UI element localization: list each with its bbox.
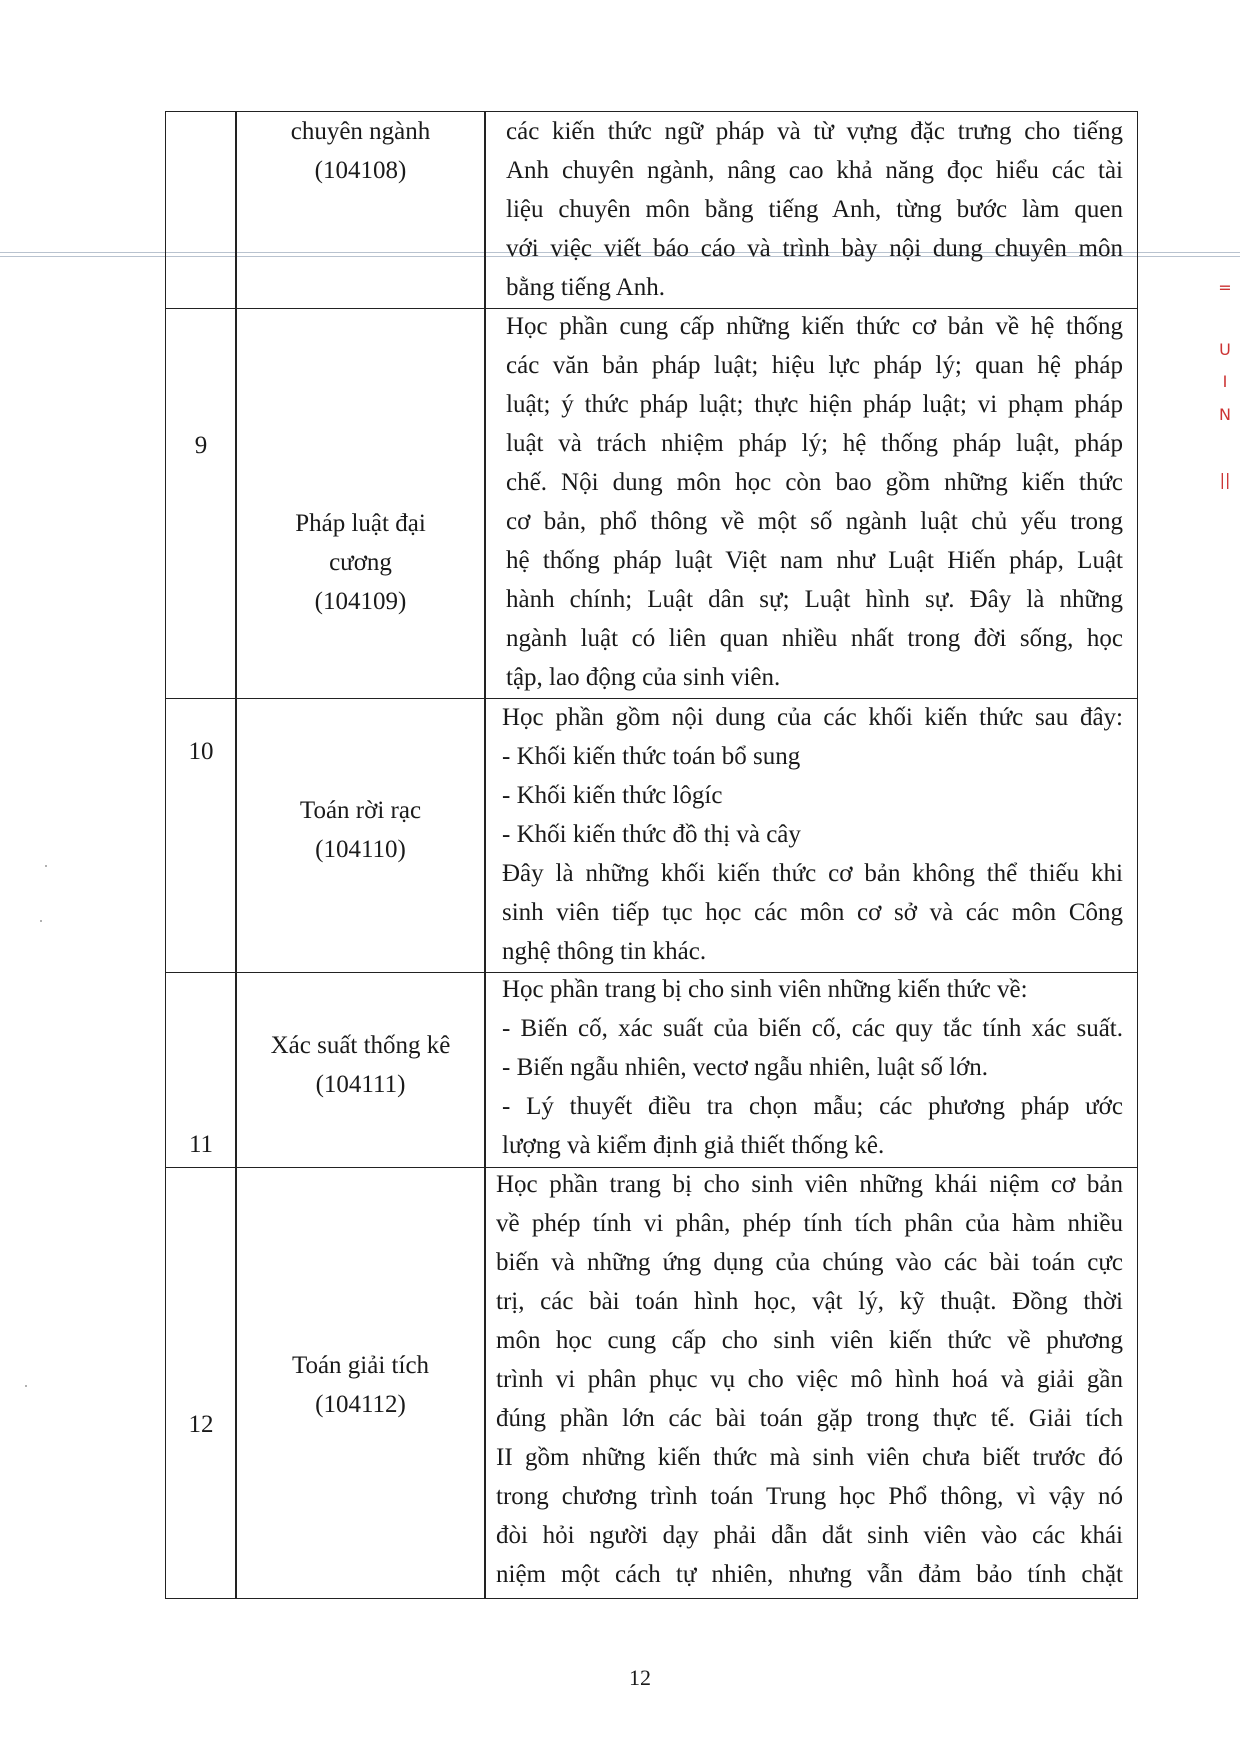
table-row: [166, 308, 1137, 699]
course-description: [506, 307, 1123, 697]
desc-line: - Lý thuyết điều tra chọn mẫu; các phương pháp ước: [502, 1093, 1123, 1120]
course-name-line: cương: [329, 549, 392, 576]
desc-line: đòi hỏi người dạy phải dẫn dắt sinh viên vào các khái: [496, 1522, 1123, 1549]
desc-line: Đây là những khối kiến thức cơ bản không thể thiếu khi: [502, 860, 1123, 887]
desc-line: với việc viết báo cáo và trình bày nội dung chuyên môn: [506, 235, 1123, 262]
desc-line: Học phần cung cấp những kiến thức cơ bản về hệ thống: [506, 313, 1123, 340]
table-row: [166, 972, 1137, 1168]
desc-line: luật; ý thức pháp luật; thực hiện pháp luật; vi phạm pháp: [506, 391, 1123, 418]
course-name: [237, 1346, 484, 1424]
desc-line: bằng tiếng Anh.: [506, 274, 666, 301]
desc-line: môn học cung cấp cho sinh viên kiến thức về phương: [496, 1327, 1123, 1354]
course-description: [496, 1165, 1123, 1594]
margin-mark: I: [1222, 372, 1228, 391]
row-number: 10: [188, 738, 214, 765]
row-number: 12: [188, 1411, 214, 1438]
desc-line: các văn bản pháp luật; hiệu lực pháp lý; quan hệ pháp: [506, 352, 1123, 379]
margin-mark: U: [1219, 340, 1231, 359]
margin-mark: =: [1218, 278, 1232, 297]
desc-line: sinh viên tiếp tục học các môn cơ sở và các môn Công: [502, 899, 1123, 926]
course-name-line: chuyên ngành: [290, 118, 431, 145]
speck: [45, 865, 47, 867]
course-code: (104108): [314, 157, 407, 184]
course-name: [237, 112, 484, 190]
desc-line: luật và trách nhiệm pháp lý; hệ thống pháp luật, pháp: [506, 430, 1123, 457]
desc-line: Học phần gồm nội dung của các khối kiến thức sau đây:: [502, 704, 1123, 731]
desc-line: về phép tính vi phân, phép tính tích phân của hàm nhiều: [496, 1210, 1123, 1237]
margin-mark: ||: [1219, 470, 1231, 489]
desc-line: đúng phần lớn các bài toán gặp trong thực tế. Giải tích: [496, 1405, 1123, 1432]
desc-line: cơ bản, phổ thông về một số ngành luật chủ yếu trong: [506, 508, 1123, 535]
page-number: 12: [629, 1665, 651, 1690]
desc-line: hành chính; Luật dân sự; Luật hình sự. Đây là những: [506, 586, 1123, 613]
course-name-line: Toán rời rạc: [299, 797, 422, 824]
desc-line: Học phần trang bị cho sinh viên những kiến thức về:: [502, 976, 1028, 1003]
desc-line: biến và những ứng dụng của chúng vào các bài toán cực: [496, 1249, 1123, 1276]
desc-line: tập, lao động của sinh viên.: [506, 664, 781, 691]
course-description: [502, 698, 1123, 971]
table-row: [166, 1167, 1137, 1599]
speck: [40, 920, 42, 922]
desc-line: - Khối kiến thức đồ thị và cây: [502, 821, 801, 848]
desc-line: Học phần trang bị cho sinh viên những khái niệm cơ bản: [496, 1171, 1123, 1198]
desc-line: niệm một cách tự nhiên, nhưng vẫn đảm bảo tính chặt: [496, 1561, 1123, 1588]
course-name-line: Pháp luật đại: [295, 510, 426, 537]
course-code: (104109): [314, 588, 407, 615]
row-number: 11: [188, 1131, 214, 1158]
desc-line: ngành luật có liên quan nhiều nhất trong đời sống, học: [506, 625, 1123, 652]
desc-line: - Khối kiến thức lôgíc: [502, 782, 723, 809]
desc-line: - Biến ngẫu nhiên, vectơ ngẫu nhiên, luật số lớn.: [502, 1054, 989, 1081]
course-name-line: Xác suất thống kê: [270, 1032, 451, 1059]
course-name-line: Toán giải tích: [291, 1352, 430, 1379]
desc-line: trong chương trình toán Trung học Phổ thông, vì vậy nó: [496, 1483, 1123, 1510]
course-code: (104110): [315, 836, 406, 863]
desc-line: nghệ thông tin khác.: [502, 938, 707, 965]
desc-line: hệ thống pháp luật Việt nam như Luật Hiến pháp, Luật: [506, 547, 1123, 574]
course-code: (104112): [315, 1391, 406, 1418]
desc-line: II gồm những kiến thức mà sinh viên chưa biết trước đó: [496, 1444, 1123, 1471]
row-number: 9: [194, 432, 208, 459]
desc-line: trị, các bài toán hình học, vật lý, kỹ thuật. Đồng thời: [496, 1288, 1123, 1315]
desc-line: trình vi phân phục vụ cho việc mô hình hoá và giải gần: [496, 1366, 1123, 1393]
margin-mark: N: [1219, 405, 1231, 424]
desc-line: liệu chuyên môn bằng tiếng Anh, từng bước làm quen: [506, 196, 1123, 223]
desc-line: Anh chuyên ngành, nâng cao khả năng đọc hiểu các tài: [506, 157, 1123, 184]
course-code: (104111): [315, 1071, 406, 1098]
course-name: [237, 791, 484, 869]
table-row: [166, 112, 1137, 308]
course-name: [237, 1026, 484, 1104]
speck: [25, 1385, 27, 1387]
desc-line: - Biến cố, xác suất của biến cố, các quy tắc tính xác suất.: [502, 1015, 1123, 1042]
course-description: [506, 112, 1123, 307]
desc-line: chế. Nội dung môn học còn bao gồm những kiến thức: [506, 469, 1123, 496]
desc-line: lượng và kiểm định giả thiết thống kê.: [502, 1132, 885, 1159]
desc-line: các kiến thức ngữ pháp và từ vựng đặc trưng cho tiếng: [506, 118, 1123, 145]
course-description: [502, 970, 1123, 1165]
course-name: [237, 504, 484, 621]
course-table: [165, 111, 1138, 1599]
table-row: [166, 698, 1137, 973]
desc-line: - Khối kiến thức toán bổ sung: [502, 743, 801, 770]
